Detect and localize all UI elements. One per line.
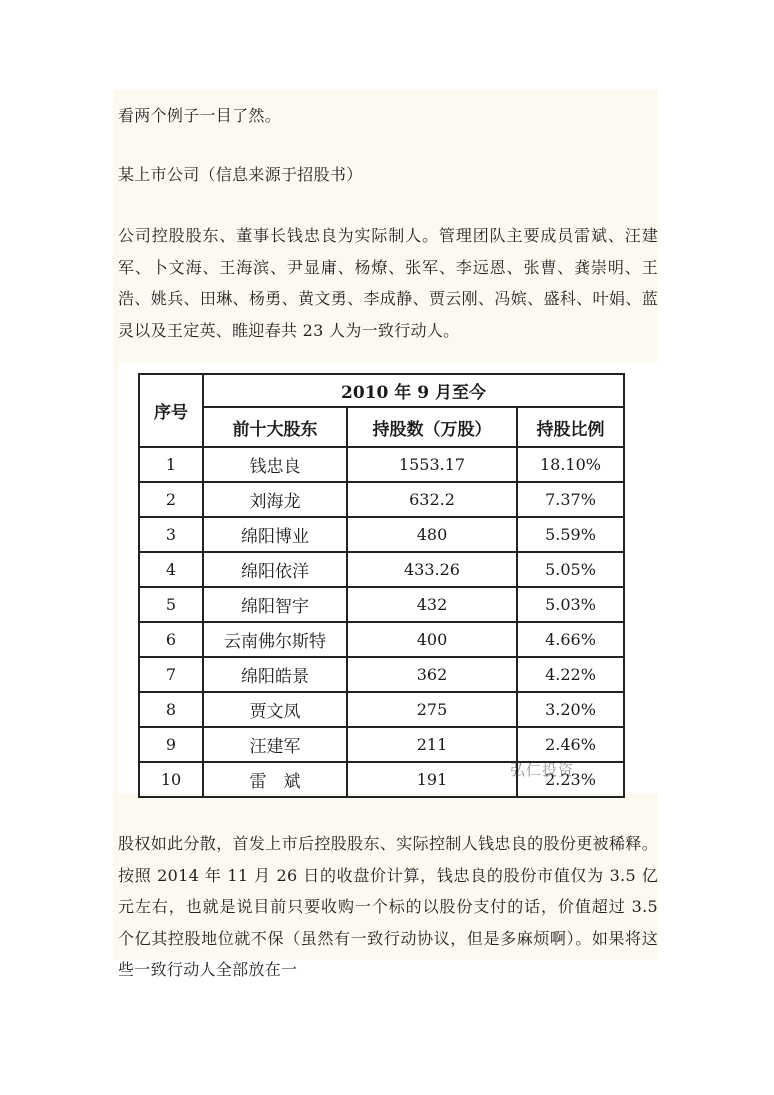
table-row [139,552,624,587]
cell-index: 10 [139,762,203,797]
cell-shares: 211 [347,727,517,762]
cell-ratio: 18.10% [517,447,624,482]
column-header-shares: 持股数（万股） [347,407,517,447]
source-paragraph: 某上市公司（信息来源于招股书） [118,165,363,184]
analysis-paragraph: 股权如此分散，首发上市后控股股东、实际控制人钱忠良的股份更被稀释。按照 2014 年 11 月 26 日的收盘价计算，钱忠良的股份市值仅为 3.5 亿元左右，也就是说目前只要收购一个标的以股份支付的话，价值超过 3.5 个亿其控股地位就不保（虽然有一致行动协议，但是多麻烦啊）。如果将这些一致行动人全部放在一 [118,834,658,979]
cell-shareholder-name: 刘海龙 [203,482,347,517]
cell-ratio: 3.20% [517,692,624,727]
cell-ratio: 4.66% [517,622,624,657]
cell-shareholder-name: 绵阳依洋 [203,552,347,587]
watermark-text: 弘仁投资 [510,761,575,779]
cell-shares: 400 [347,622,517,657]
cell-index: 2 [139,482,203,517]
table-row [139,657,624,692]
table-row [139,447,624,482]
period-header: 2010 年 9 月至今 [203,374,624,407]
cell-shares: 275 [347,692,517,727]
cell-shareholder-name: 绵阳皓景 [203,657,347,692]
cell-shares: 362 [347,657,517,692]
cell-ratio: 2.46% [517,727,624,762]
cell-shares: 433.26 [347,552,517,587]
cell-index: 8 [139,692,203,727]
cell-index: 5 [139,587,203,622]
cell-shareholder-name: 云南佛尔斯特 [203,622,347,657]
cell-ratio: 5.59% [517,517,624,552]
cell-index: 9 [139,727,203,762]
cell-shareholder-name: 绵阳智宇 [203,587,347,622]
table-row [139,482,624,517]
top-ten-shareholders-table [138,373,625,798]
cell-ratio: 4.22% [517,657,624,692]
cell-shareholder-name: 贾文凤 [203,692,347,727]
column-header-index: 序号 [139,374,203,447]
column-header-ratio: 持股比例 [517,407,624,447]
cell-shares: 1553.17 [347,447,517,482]
cell-shares: 191 [347,762,517,797]
cell-index: 6 [139,622,203,657]
cell-index: 4 [139,552,203,587]
cell-shares: 480 [347,517,517,552]
table-row [139,517,624,552]
cell-shares: 432 [347,587,517,622]
cell-ratio: 5.05% [517,552,624,587]
cell-shares: 632.2 [347,482,517,517]
table-row [139,587,624,622]
shareholder-table-image [118,362,658,794]
column-header-shareholder: 前十大股东 [203,407,347,447]
cell-shareholder-name: 绵阳博业 [203,517,347,552]
cell-ratio: 5.03% [517,587,624,622]
cell-index: 1 [139,447,203,482]
table-row [139,727,624,762]
cell-shareholder-name: 汪建军 [203,727,347,762]
cell-shareholder-name: 钱忠良 [203,447,347,482]
table-row [139,622,624,657]
table-row [139,692,624,727]
controllers-paragraph: 公司控股股东、董事长钱忠良为实际制人。管理团队主要成员雷斌、汪建军、卜文海、王海滨、尹显庸、杨燎、张军、李远恩、张曹、龚崇明、王浩、姚兵、田琳、杨勇、黄文勇、李成静、贾云刚、冯嫔、盛科、叶娟、蓝灵以及王定英、睢迎春共 23 人为一致行动人。 [118,226,658,340]
cell-shareholder-name: 雷 斌 [203,762,347,797]
cell-index: 3 [139,517,203,552]
cell-index: 7 [139,657,203,692]
cell-ratio: 2.23% [517,762,624,797]
intro-paragraph: 看两个例子一目了然。 [118,106,282,125]
cell-ratio: 7.37% [517,482,624,517]
